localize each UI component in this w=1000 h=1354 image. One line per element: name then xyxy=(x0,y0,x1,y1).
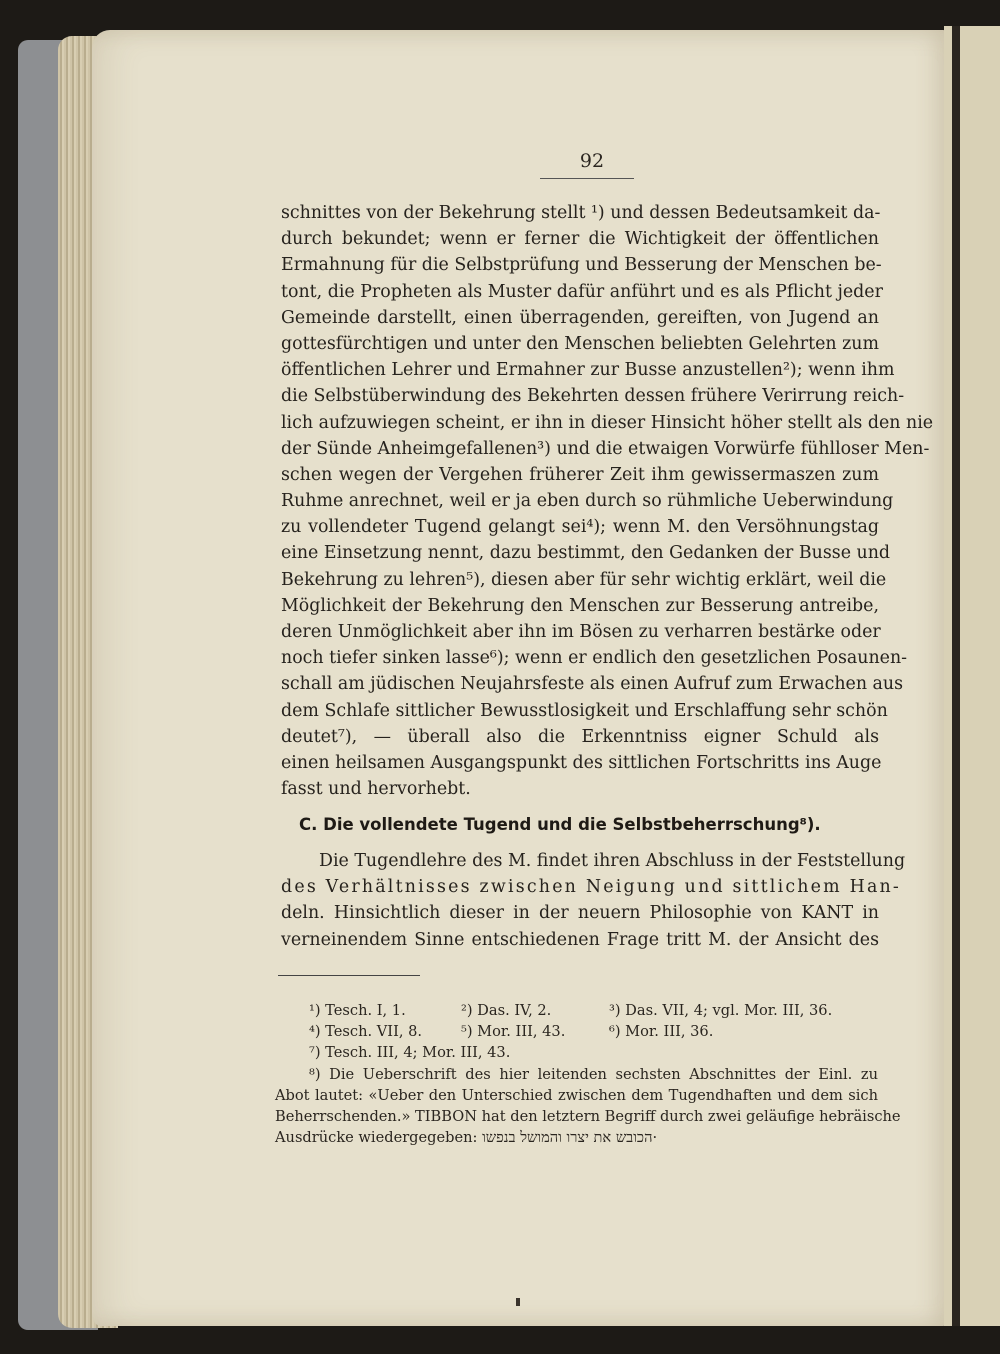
text-line: schall am jüdischen Neujahrsfeste als einen Aufruf zum Erwachen aus xyxy=(281,674,904,695)
footnote: ⁷) Tesch. III, 4; Mor. III, 43. xyxy=(309,1044,511,1062)
footnotes xyxy=(275,1000,901,1148)
page-number: 92 xyxy=(579,150,605,172)
footnote-row xyxy=(275,1042,878,1063)
text-line: des Verhältnisses zwischen Neigung und sittlichem Han- xyxy=(281,877,901,898)
text-line: deren Unmöglichkeit aber ihn im Bösen zu verharren bestärke oder xyxy=(281,622,881,642)
text-line: verneinendem Sinne entschiedenen Frage tritt M. der Ansicht des xyxy=(281,929,879,950)
text-line: dem Schlafe sittlicher Bewusstlosigkeit und Erschlaffung sehr schön xyxy=(281,700,888,721)
text-line: Ruhme anrechnet, weil er ja eben durch so rühmliche Ueberwindung xyxy=(281,491,894,512)
text-line: schen wegen der Vergehen früherer Zeit ihm gewissermaszen zum xyxy=(281,464,879,485)
text-line: Die Tugendlehre des M. findet ihren Abschluss in der Feststellung xyxy=(319,851,906,871)
text-line: der Sünde Anheimgefallenen³) und die etwaigen Vorwürfe fühlloser Men- xyxy=(281,438,930,459)
text-line: zu vollendeter Tugend gelangt sei⁴); wenn M. den Versöhnungstag xyxy=(281,517,879,538)
footnote: ³) Das. VII, 4; vgl. Mor. III, 36. xyxy=(609,1002,833,1019)
footnote: ¹) Tesch. I, 1. xyxy=(309,1002,406,1019)
text-line: die Selbstüberwindung des Bekehrten dessen frühere Verirrung reich- xyxy=(281,386,905,407)
section-heading: C. Die vollendete Tugend und die Selbstbeherrschung⁸). xyxy=(299,815,821,834)
text-line: fasst und hervorhebt. xyxy=(281,779,471,800)
text-line: Ermahnung für die Selbstprüfung und Besserung der Menschen be- xyxy=(281,255,882,276)
text-line: tont, die Propheten als Muster dafür anführt und es als Pflicht jeder xyxy=(281,281,883,302)
text-line: lich aufzuwiegen scheint, er ihn in dieser Hinsicht höher stellt als den nie xyxy=(281,412,934,433)
gutter-shadow xyxy=(952,26,960,1326)
text-line: eine Einsetzung nennt, dazu bestimmt, den Gedanken der Busse und xyxy=(281,543,891,564)
text-line: Bekehrung zu lehren⁵), diesen aber für sehr wichtig erklärt, weil die xyxy=(281,569,887,590)
page-number-rule xyxy=(540,178,634,179)
text-line: Möglichkeit der Bekehrung den Menschen zur Besserung antreibe, xyxy=(281,595,879,616)
printer-mark xyxy=(516,1298,520,1306)
footnote-line: Ausdrücke wiedergegeben: הכובש את יצרו והמושל בנפשו· xyxy=(275,1129,658,1147)
paragraph-2 xyxy=(281,848,906,953)
text-line: durch bekundet; wenn er ferner die Wichtigkeit der öffentlichen xyxy=(281,229,879,250)
text-line: öffentlichen Lehrer und Ermahner zur Busse anzustellen²); wenn ihm xyxy=(281,360,895,381)
footnote-line: Beherrschenden.» TIBBON hat den letztern Begriff durch zwei geläufige hebräische xyxy=(275,1107,901,1125)
text-line: gottesfürchtigen und unter den Menschen beliebten Gelehrten zum xyxy=(281,333,879,354)
footnote-row xyxy=(275,1021,878,1042)
text-line: Gemeinde darstellt, einen überragenden, gereiften, von Jugend an xyxy=(281,307,879,328)
footnote-line: Abot lautet: «Ueber den Unterschied zwischen dem Tugendhaften und dem sich xyxy=(275,1086,878,1104)
text-line: noch tiefer sinken lasse⁶); wenn er endlich den gesetzlichen Posaunen- xyxy=(281,648,908,669)
footnote-line: ⁸) Die Ueberschrift des hier leitenden sechsten Abschnittes der Einl. zu xyxy=(309,1065,878,1083)
text-line: deln. Hinsichtlich dieser in der neuern Philosophie von KANT in xyxy=(281,903,879,924)
footnote: ⁵) Mor. III, 43. xyxy=(461,1023,566,1041)
paragraph-1 xyxy=(281,200,934,802)
footnote-row xyxy=(275,1000,878,1021)
text-line: deutet⁷), — überall also die Erkenntniss eigner Schuld als xyxy=(281,726,879,747)
text-line: schnittes von der Bekehrung stellt ¹) und dessen Bedeutsamkeit da- xyxy=(281,203,881,223)
footnote: ⁶) Mor. III, 36. xyxy=(609,1023,714,1041)
footnote-rule xyxy=(278,975,420,976)
footnote: ⁴) Tesch. VII, 8. xyxy=(309,1023,423,1041)
footnote: ²) Das. IV, 2. xyxy=(461,1002,552,1019)
text-line: einen heilsamen Ausgangspunkt des sittlichen Fortschritts ins Auge xyxy=(281,752,882,773)
